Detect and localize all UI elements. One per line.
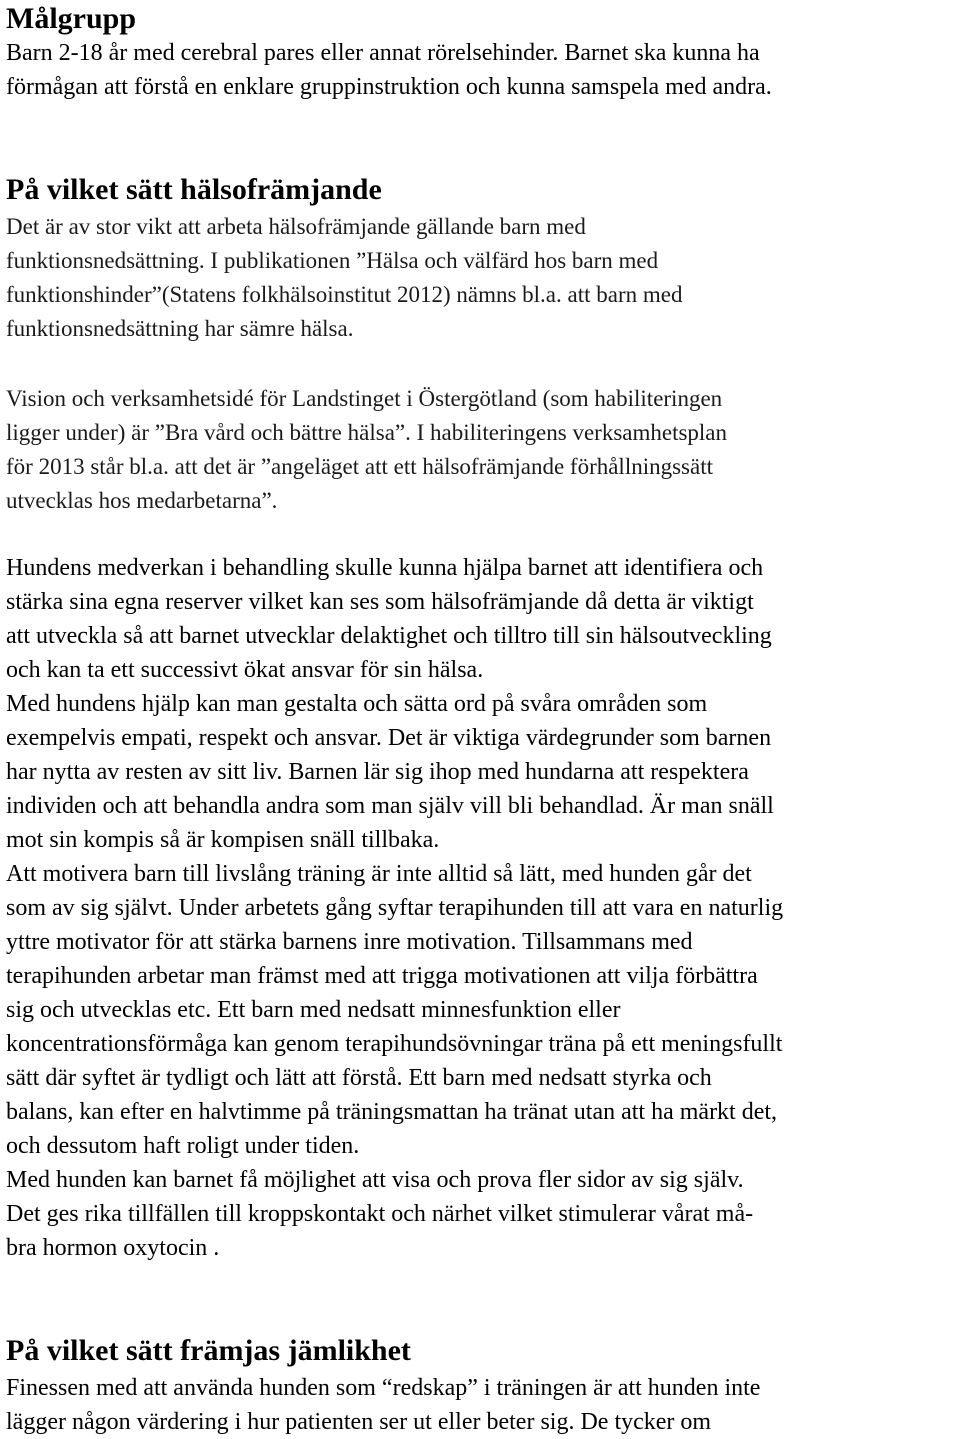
paragraph-malgrupp bbox=[6, 36, 960, 104]
paragraph-vision bbox=[6, 382, 960, 518]
text-line: förmågan att förstå en enklare gruppinstruktion och kunna samspela med andra. bbox=[6, 74, 772, 100]
text-line: sig och utvecklas etc. Ett barn med nedsatt minnesfunktion eller bbox=[6, 997, 621, 1023]
text-line: mot sin kompis så är kompisen snäll tillbaka. bbox=[6, 827, 440, 853]
text-line: att utveckla så att barnet utvecklar delaktighet och tilltro till sin hälsoutveckling bbox=[6, 623, 772, 649]
text-line: som av sig självt. Under arbetets gång syftar terapihunden till att vara en naturlig bbox=[6, 895, 784, 921]
text-line: Med hunden kan barnet få möjlighet att visa och prova fler sidor av sig själv. bbox=[6, 1167, 744, 1193]
text-line: Vision och verksamhetsidé för Landstinget i Östergötland (som habiliteringen bbox=[6, 386, 723, 411]
text-line: exempelvis empati, respekt och ansvar. Det är viktiga värdegrunder som barnen bbox=[6, 725, 772, 751]
text-line: Barn 2-18 år med cerebral pares eller annat rörelsehinder. Barnet ska kunna ha bbox=[6, 40, 760, 66]
text-line: utvecklas hos medarbetarna”. bbox=[6, 488, 278, 513]
text-line: individen och att behandla andra som man själv vill bli behandlad. Är man snäll bbox=[6, 793, 774, 819]
text-line: och dessutom haft roligt under tiden. bbox=[6, 1133, 360, 1159]
heading-halsoframjande: På vilket sätt hälsofrämjande bbox=[6, 173, 382, 206]
text-line: funktionshinder”(Statens folkhälsoinstitut 2012) nämns bl.a. att barn med bbox=[6, 282, 683, 307]
text-line: lägger någon värdering i hur patienten ser ut eller beter sig. De tycker om bbox=[6, 1409, 712, 1435]
text-line: för 2013 står bl.a. att det är ”angeläget att ett hälsofrämjande förhållningssätt bbox=[6, 454, 713, 479]
text-line: Det ges rika tillfällen till kroppskontakt och närhet vilket stimulerar vårat må- bbox=[6, 1201, 754, 1227]
text-line: sätt där syftet är tydligt och lätt att förstå. Ett barn med nedsatt styrka och bbox=[6, 1065, 712, 1091]
heading-jamlikhet: På vilket sätt främjas jämlikhet bbox=[6, 1334, 411, 1367]
text-line: Med hundens hjälp kan man gestalta och sätta ord på svåra områden som bbox=[6, 691, 708, 717]
text-line: och kan ta ett successivt ökat ansvar för sin hälsa. bbox=[6, 657, 484, 683]
text-line: bra hormon oxytocin . bbox=[6, 1235, 220, 1261]
text-line: balans, kan efter en halvtimme på träningsmattan ha tränat utan att ha märkt det, bbox=[6, 1099, 778, 1125]
heading-malgrupp: Målgrupp bbox=[6, 2, 137, 35]
text-line: ligger under) är ”Bra vård och bättre hälsa”. I habiliteringens verksamhetsplan bbox=[6, 420, 728, 445]
text-line: Finessen med att använda hunden som “redskap” i träningen är att hunden inte bbox=[6, 1375, 761, 1401]
paragraph-jamlikhet bbox=[6, 1371, 960, 1439]
text-line: funktionsnedsättning har sämre hälsa. bbox=[6, 316, 354, 341]
text-line: Att motivera barn till livslång träning är inte alltid så lätt, med hunden går det bbox=[6, 861, 752, 887]
text-line: Det är av stor vikt att arbeta hälsofrämjande gällande barn med bbox=[6, 214, 586, 239]
text-line: Hundens medverkan i behandling skulle kunna hjälpa barnet att identifiera och bbox=[6, 555, 764, 581]
text-line: stärka sina egna reserver vilket kan ses som hälsofrämjande då detta är viktigt bbox=[6, 589, 754, 615]
text-line: funktionsnedsättning. I publikationen ”Hälsa och välfärd hos barn med bbox=[6, 248, 659, 273]
text-line: koncentrationsförmåga kan genom terapihundsövningar träna på ett meningsfullt bbox=[6, 1031, 783, 1057]
text-line: har nytta av resten av sitt liv. Barnen lär sig ihop med hundarna att respektera bbox=[6, 759, 749, 785]
paragraph-hundens-medverkan bbox=[6, 551, 960, 1265]
paragraph-halsoframjande-intro bbox=[6, 210, 960, 346]
text-line: terapihunden arbetar man främst med att trigga motivationen att vilja förbättra bbox=[6, 963, 758, 989]
text-line: yttre motivator för att stärka barnens inre motivation. Tillsammans med bbox=[6, 929, 693, 955]
